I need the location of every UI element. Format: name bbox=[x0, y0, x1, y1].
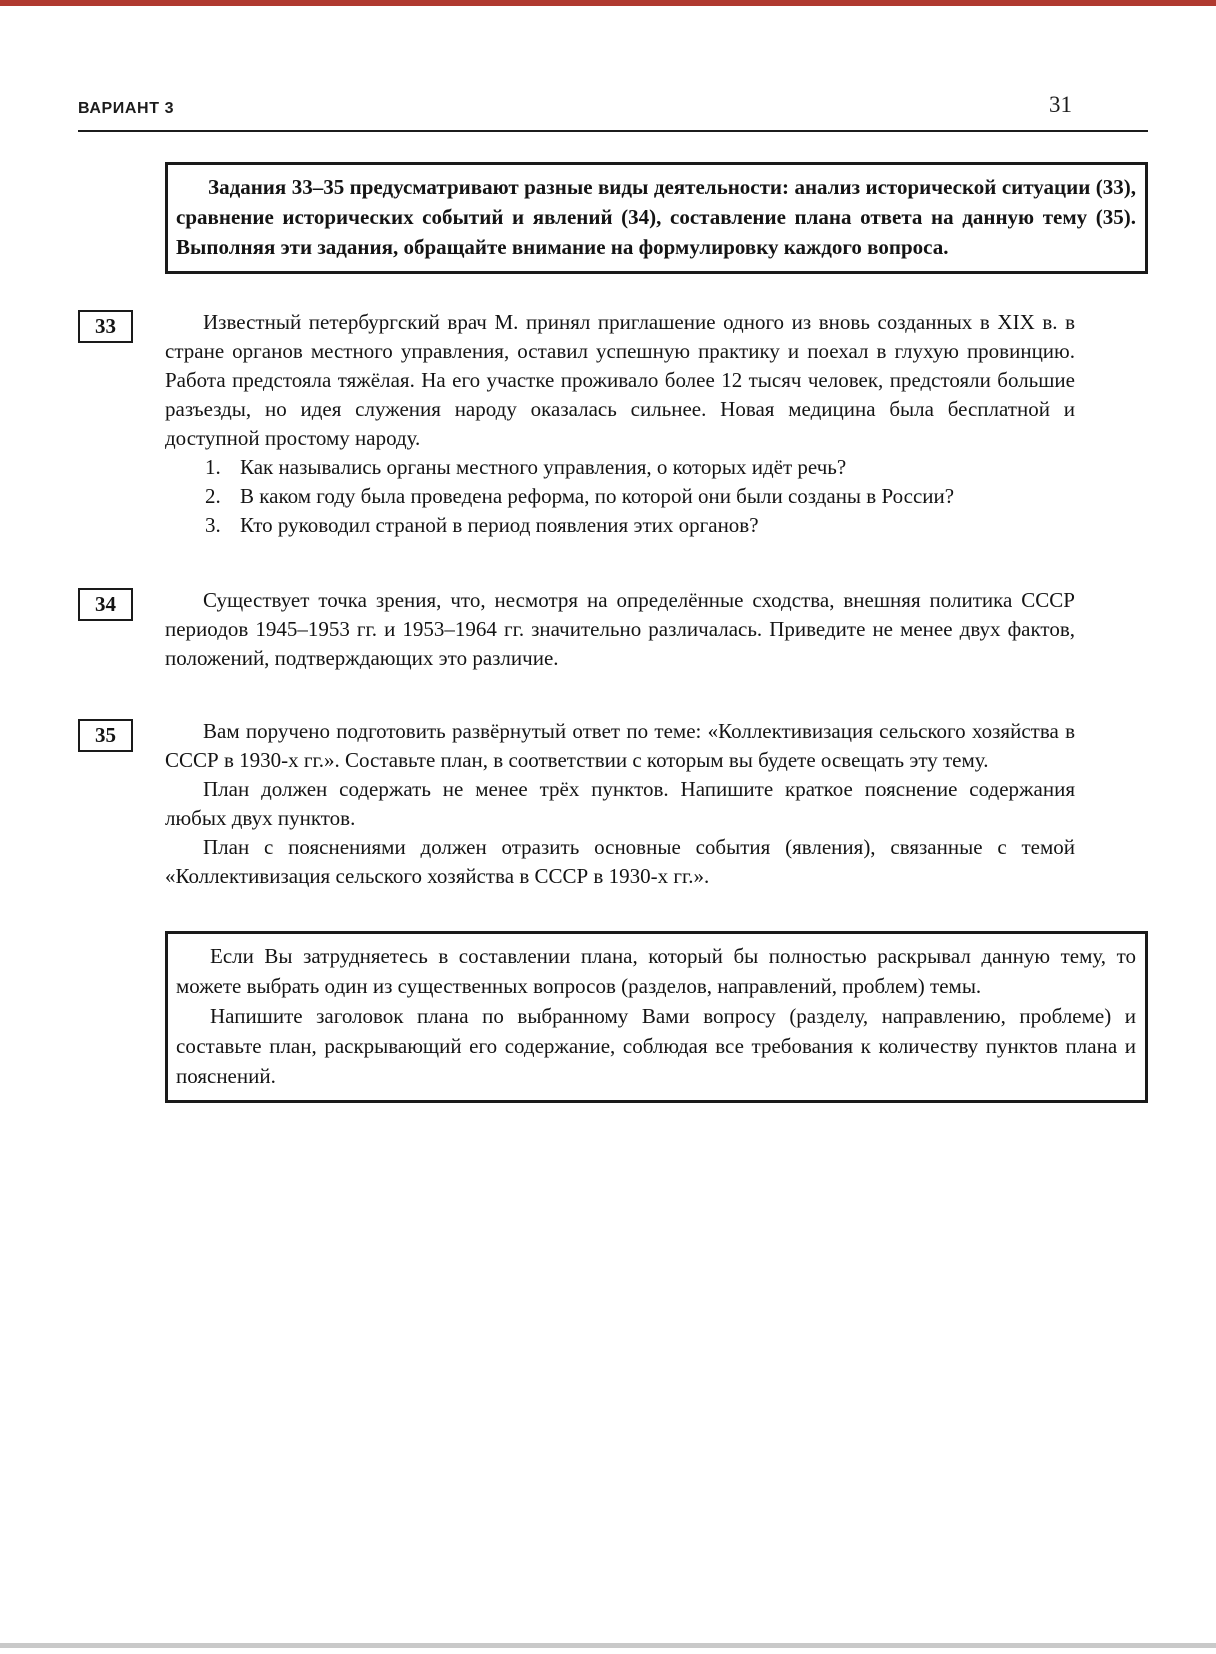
task-35-body bbox=[165, 717, 1075, 891]
question-number: 2. bbox=[205, 484, 221, 508]
task-34-body bbox=[165, 586, 1075, 673]
task-number-box: 33 bbox=[78, 310, 133, 343]
task-33 bbox=[78, 308, 1148, 540]
question-item bbox=[165, 453, 1075, 482]
variant-label: ВАРИАНТ 3 bbox=[78, 100, 175, 117]
page-number: 31 bbox=[1049, 92, 1072, 117]
hint-paragraph: Если Вы затрудняетесь в составлении плана, который бы полностью раскрывал данную тему, то можете выбрать один из существенных вопросов (разделов, направлений, проблем) темы. bbox=[176, 944, 1136, 998]
task-number-box: 34 bbox=[78, 588, 133, 621]
question-item bbox=[165, 482, 1075, 511]
task-35 bbox=[78, 717, 1148, 891]
task-paragraph: Вам поручено подготовить развёрнутый ответ по теме: «Коллективизация сельского хозяйства в СССР в 1930-х гг.». Составьте план, в соответствии с которым вы будете освещать эту тему. bbox=[165, 719, 1075, 772]
header-rule bbox=[78, 130, 1148, 132]
question-number: 3. bbox=[205, 513, 221, 537]
hint-paragraph: Напишите заголовок плана по выбранному Вами вопросу (разделу, направлению, проблеме) и составьте план, раскрывающий его содержание, соблюдая все требования к количеству пунктов плана и пояснений. bbox=[176, 1004, 1136, 1088]
task-paragraph: План с пояснениями должен отразить основные события (явления), связанные с темой «Коллективизация сельского хозяйства в СССР в 1930-х гг.». bbox=[165, 835, 1075, 888]
intro-box bbox=[165, 162, 1148, 274]
hint-box bbox=[165, 931, 1148, 1103]
task-number-box: 35 bbox=[78, 719, 133, 752]
task-33-body bbox=[165, 308, 1075, 540]
intro-text: Задания 33–35 предусматривают разные виды деятельности: анализ исторической ситуации (33), сравнение исторических событий и явлений (34), составление плана ответа на данную тему (35). Выполняя эти задания, обращайте внимание на формулировку каждого вопроса. bbox=[176, 175, 1136, 259]
question-text: Как назывались органы местного управления, о которых идёт речь? bbox=[240, 455, 847, 479]
question-number: 1. bbox=[205, 455, 221, 479]
task-paragraph: Известный петербургский врач М. принял приглашение одного из вновь созданных в XIX в. в стране органов местного управления, оставил успешную практику и поехал в глухую провинцию. Работа предстояла тяжёлая. На его участке проживало более 12 тысяч человек, предстояли большие разъезды, но идея служения народу оказалась сильнее. Новая медицина была бесплатной и доступной простому народу. bbox=[165, 310, 1075, 450]
task-34 bbox=[78, 586, 1148, 673]
task-paragraph: План должен содержать не менее трёх пунктов. Напишите краткое пояснение содержания любых двух пунктов. bbox=[165, 777, 1075, 830]
question-text: В каком году была проведена реформа, по которой они были созданы в России? bbox=[240, 484, 955, 508]
page-header bbox=[78, 92, 1148, 118]
question-item bbox=[165, 511, 1075, 540]
question-text: Кто руководил страной в период появления этих органов? bbox=[240, 513, 759, 537]
task-paragraph: Существует точка зрения, что, несмотря на определённые сходства, внешняя политика СССР периодов 1945–1953 гг. и 1953–1964 гг. значительно различалась. Приведите не менее двух фактов, положений, подтверждающих это различие. bbox=[165, 588, 1075, 670]
